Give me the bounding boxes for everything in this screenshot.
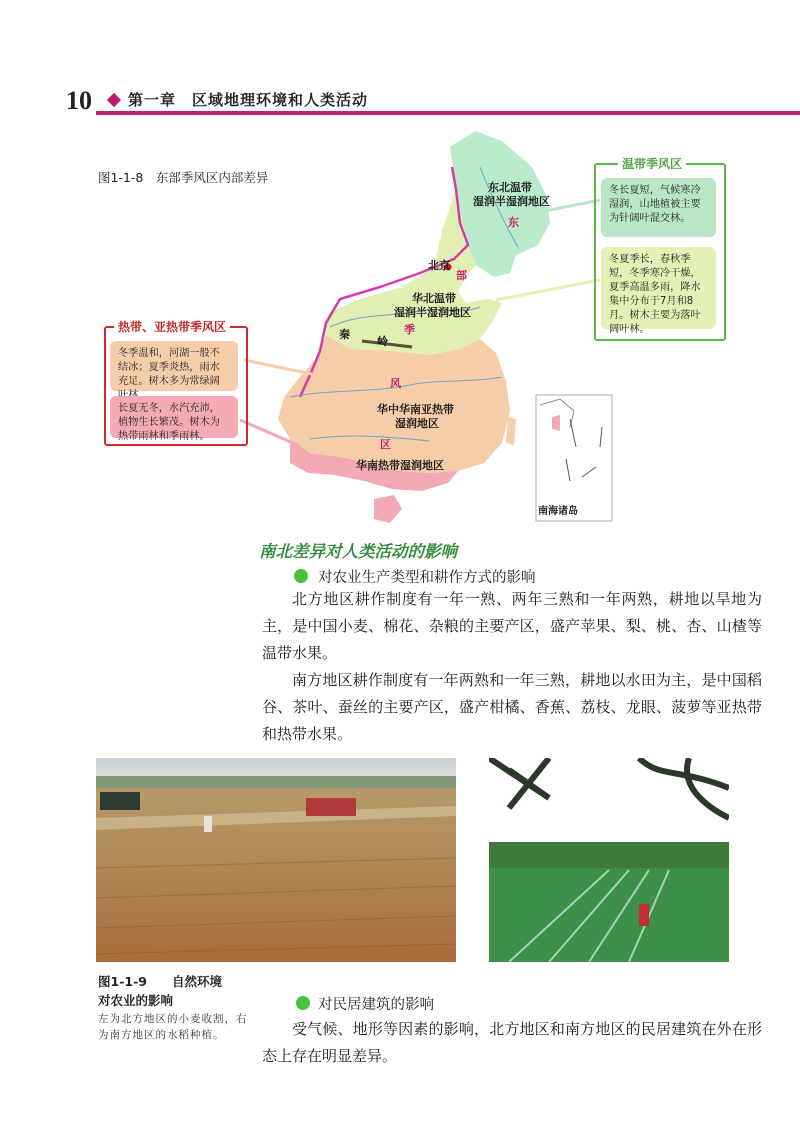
region-char-1: 东 — [508, 216, 519, 229]
bullet-agriculture: 对农业生产类型和耕作方式的影响 — [318, 570, 536, 586]
region-char-2: 部 — [456, 269, 467, 282]
bullet-housing: 对民居建筑的影响 — [318, 997, 434, 1013]
photo-wheat-harvest — [96, 758, 456, 962]
tropical-note-1: 冬季温和，河湖一般不结冰；夏季炎热，雨水充足。树木多为常绿阔 — [110, 341, 238, 391]
paragraph-south-farming: 南方地区耕作制度有一年两熟和一年三熟，耕地以水田为主，是中国稻谷、茶叶、蚕丝的主要产区，盛产柑橘、香蕉、荔枝、龙眼、菠萝等亚热带和热带水果。 — [262, 671, 762, 743]
temperate-note-1: 冬长夏短，气候寒冷湿润，山地植被主要为针阔叶混交林。 — [601, 178, 716, 237]
label-south-tropical: 华南热带湿润地区 — [356, 459, 444, 472]
label-northeast-line1: 东北温带 — [488, 181, 532, 194]
label-north-china-line2: 湿润半湿润地区 — [394, 306, 471, 319]
temperate-note-2: 冬夏季长，春秋季短，冬季寒冷干燥，夏季高温多雨，降水集中分布于7月和8月。树木主要为落叶阔叶林。 — [601, 247, 716, 329]
bullet-icon-2 — [296, 996, 310, 1010]
paragraph-housing: 受气候、地形等因素的影响，北方地区和南方地区的民居建筑在外在形态上存在明显差异。 — [262, 1020, 762, 1065]
temperate-box-title: 温带季风区 — [618, 155, 686, 172]
figure-caption: 图1-1-8 东部季风区内部差异 — [98, 170, 269, 185]
photo-rice-planting — [489, 758, 729, 962]
label-northeast-line2: 湿润半湿润地区 — [473, 195, 550, 208]
wheat-harvest-image — [96, 758, 456, 962]
label-central-south-line2: 湿润地区 — [395, 417, 439, 430]
label-beijing: 北京 — [428, 259, 450, 272]
label-qin: 秦 — [339, 328, 350, 341]
region-char-5: 区 — [380, 438, 391, 451]
region-char-4: 风 — [390, 377, 401, 390]
bullet-icon — [294, 569, 308, 583]
label-ling: 岭 — [377, 335, 388, 348]
paragraph-north-farming: 北方地区耕作制度有一年一熟、两年三熟和一年两熟，耕地以旱地为主，是中国小麦、棉花、杂粮的主要产区，盛产苹果、梨、桃、杏、山楂等温带水果。 — [262, 590, 762, 662]
region-char-3: 季 — [404, 323, 415, 336]
label-south-china-sea: 南海诸岛 — [538, 506, 578, 517]
tropical-box-title: 热带、亚热带季风区 — [114, 318, 230, 335]
tropical-note-2: 长夏无冬，水汽充沛，植物生长繁茂。树木为热带雨林和季雨林。 — [110, 396, 238, 438]
rice-planting-image — [489, 758, 729, 962]
page-number: 10 — [66, 86, 92, 115]
figure-note-1-1-9: 左为北方地区的小麦收割，右为南方地区的水稻种植。 — [98, 1013, 248, 1041]
figure-caption-1-1-9: 图1-1-9 自然环境 — [98, 974, 222, 989]
figure-caption-1-1-9-line2: 对农业的影响 — [98, 993, 174, 1008]
section-heading: 南北差异对人类活动的影响 — [259, 542, 457, 561]
chapter-title: 第一章 区域地理环境和人类活动 — [128, 91, 369, 109]
label-central-south-line1: 华中华南亚热带 — [377, 403, 454, 416]
label-north-china-line1: 华北温带 — [412, 292, 456, 305]
